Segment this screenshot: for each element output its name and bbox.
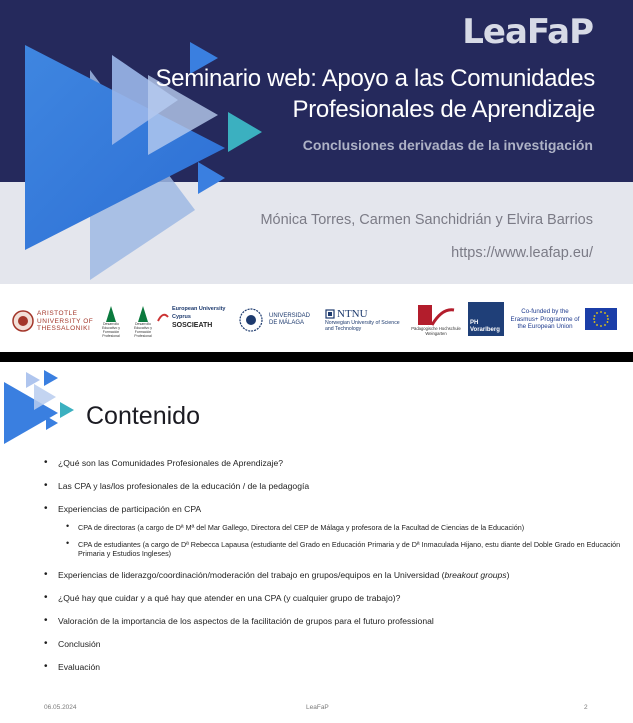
slide-subtitle: Conclusiones derivadas de la investigación	[302, 137, 593, 153]
aristotle-seal-icon	[12, 310, 34, 332]
list-item: • ¿Qué hay que cuidar y a qué hay que atender en una CPA (y cualquier grupo de trabajo)?	[44, 593, 624, 603]
footer-date: 06.05.2024	[44, 704, 77, 711]
list-item: • Valoración de la importancia de los aspectos de la facilitación de grupos para el futuro professional	[44, 616, 624, 626]
contents-slide	[0, 362, 633, 723]
triangle-decoration	[0, 362, 90, 452]
aristotle-logo: ARISTOTLE UNIVERSITY OF THESSALONIKI	[12, 310, 97, 333]
triangle-shape	[4, 382, 58, 444]
triangle-shape	[26, 372, 40, 388]
list-subitem: • CPA de directoras (a cargo de Dª Mª del Mar Gallego, Directora del CEP de Málaga y profesora de la Facultad de Ciencias de la Educación)	[66, 523, 624, 532]
eu-funding-logo: Co-funded by the Erasmus+ Programme of the European Union	[508, 308, 617, 331]
list-item: • Experiencias de participación en CPA	[44, 504, 624, 514]
website-url: https://www.leafap.eu/	[451, 245, 593, 261]
list-subitem: • CPA de estudiantes (a cargo de Dª Rebecca Lapausa (estudiante del Grado en Educación Primaria y de Dª Inmaculada Hijano, estu diante del Doble Grado en Educación Primaria y Estudios Ingleses)	[66, 540, 624, 558]
triangle-shape	[198, 162, 225, 194]
euc-icon	[156, 311, 170, 325]
junta-logo: Desarrollo Educativo y Formación Profesional	[96, 304, 126, 338]
uma-logo: UNIVERSIDAD DE MÁLAGA	[236, 308, 313, 332]
ph-weingarten-logo: Pädagogische Hochschule Weingarten	[408, 304, 464, 336]
triangle-shape	[44, 370, 58, 386]
leafap-logo: LeaFaP	[462, 12, 593, 52]
junta-logo: Desarrollo Educativo y Formación Profesional	[128, 304, 158, 338]
page-number: 2	[584, 704, 588, 711]
triangle-shape	[60, 402, 74, 418]
eu-flag-icon	[585, 308, 617, 330]
list-item: • Experiencias de liderazgo/coordinación/moderación del trabajo en grupos/equipos en la Universidad (breakout groups)	[44, 570, 624, 580]
footer-center: LeaFaP	[306, 704, 329, 711]
slide-separator	[0, 352, 633, 362]
junta-icon	[135, 304, 151, 322]
uma-icon	[236, 308, 266, 332]
junta-icon	[103, 304, 119, 322]
list-item: • Conclusión	[44, 639, 624, 649]
ntnu-icon	[325, 309, 335, 319]
ph-weingarten-icon	[416, 304, 456, 326]
slide-title: Seminario web: Apoyo a las Comunidades Profesionales de Aprendizaje	[155, 65, 595, 123]
list-item: • ¿Qué son las Comunidades Profesionales de Aprendizaje?	[44, 458, 624, 468]
triangle-shape	[46, 416, 58, 430]
ph-vorarlberg-logo: PH Vorarlberg	[468, 302, 504, 336]
partner-logos	[0, 290, 633, 352]
ntnu-logo: NTNU Norwegian University of Science and Technology	[325, 308, 400, 332]
list-item: • Evaluación	[44, 662, 624, 672]
european-university-logo: European University Cyprus SOSCIEATH	[156, 306, 232, 330]
slide-title: Contenido	[86, 402, 200, 430]
contents-list	[44, 458, 624, 672]
authors: Mónica Torres, Carmen Sanchidrián y Elvira Barrios	[260, 212, 593, 228]
title-slide	[0, 0, 633, 352]
list-item: • Las CPA y las/los profesionales de la educación / de la pedagogía	[44, 481, 624, 491]
